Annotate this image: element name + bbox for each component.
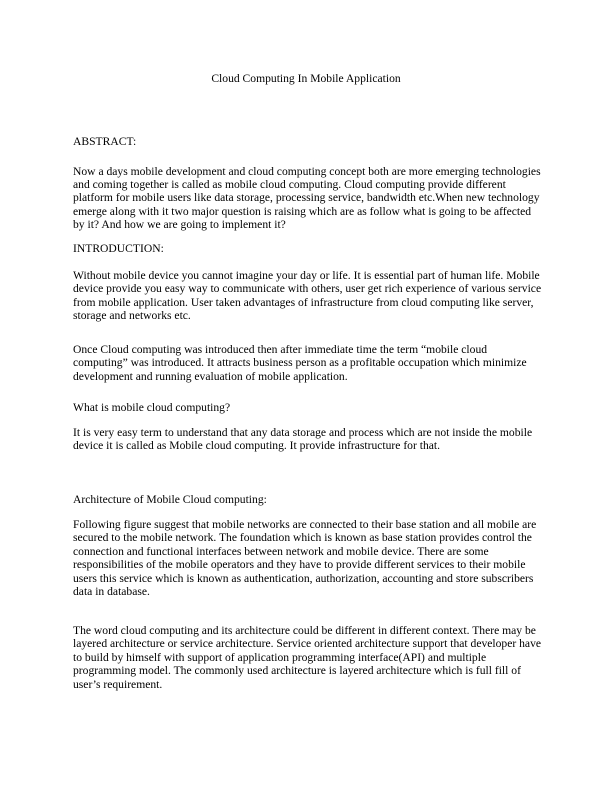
introduction-heading: INTRODUCTION: bbox=[73, 242, 164, 255]
introduction-paragraph-2: Once Cloud computing was introduced then after immediate time the term “mobile cloud computing” was introduced. It attracts business person as a profitable occupation which minimize development and running evaluation of mobile application. bbox=[73, 343, 527, 383]
introduction-paragraph-1: Without mobile device you cannot imagine your day or life. It is essential part of human life. Mobile device provide you easy way to communicate with others, user get rich experience of various service from mobile application. User taken advantages of infrastructure from cloud computing like server, storage and networks etc. bbox=[73, 269, 542, 323]
architecture-heading: Architecture of Mobile Cloud computing: bbox=[73, 493, 267, 506]
document-title: Cloud Computing In Mobile Application bbox=[211, 72, 401, 85]
question-heading: What is mobile cloud computing? bbox=[73, 401, 231, 414]
question-paragraph: It is very easy term to understand that any data storage and process which are not inside the mobile device it is called as Mobile cloud computing. It provide infrastructure for that. bbox=[73, 426, 533, 453]
architecture-paragraph-1: Following figure suggest that mobile networks are connected to their base station and all mobile are secured to the mobile network. The foundation which is known as base station provides control the connection and functional interfaces between network and mobile device. There are some responsibilities of the mobile operators and they have to provide different services to their mobile users this service which is known as authentication, authorization, accounting and store subscribers data in database. bbox=[73, 518, 537, 599]
abstract-paragraph: Now a days mobile development and cloud computing concept both are more emerging technologies and coming together is called as mobile cloud computing. Cloud computing provide different platform for mobile users like data storage, processing service, bandwidth etc.When new technology emerge along with it two major question is raising which are as follow what is going to be affected by it? And how we are going to implement it? bbox=[73, 165, 541, 231]
abstract-heading: ABSTRACT: bbox=[73, 135, 137, 148]
architecture-paragraph-2: The word cloud computing and its architecture could be different in different context. There may be layered architecture or service architecture. Service oriented architecture support that developer have to build by himself with support of application programming interface(API) and multiple programming model. The commonly used architecture is layered architecture which is full fill of user’s requirement. bbox=[73, 624, 542, 691]
